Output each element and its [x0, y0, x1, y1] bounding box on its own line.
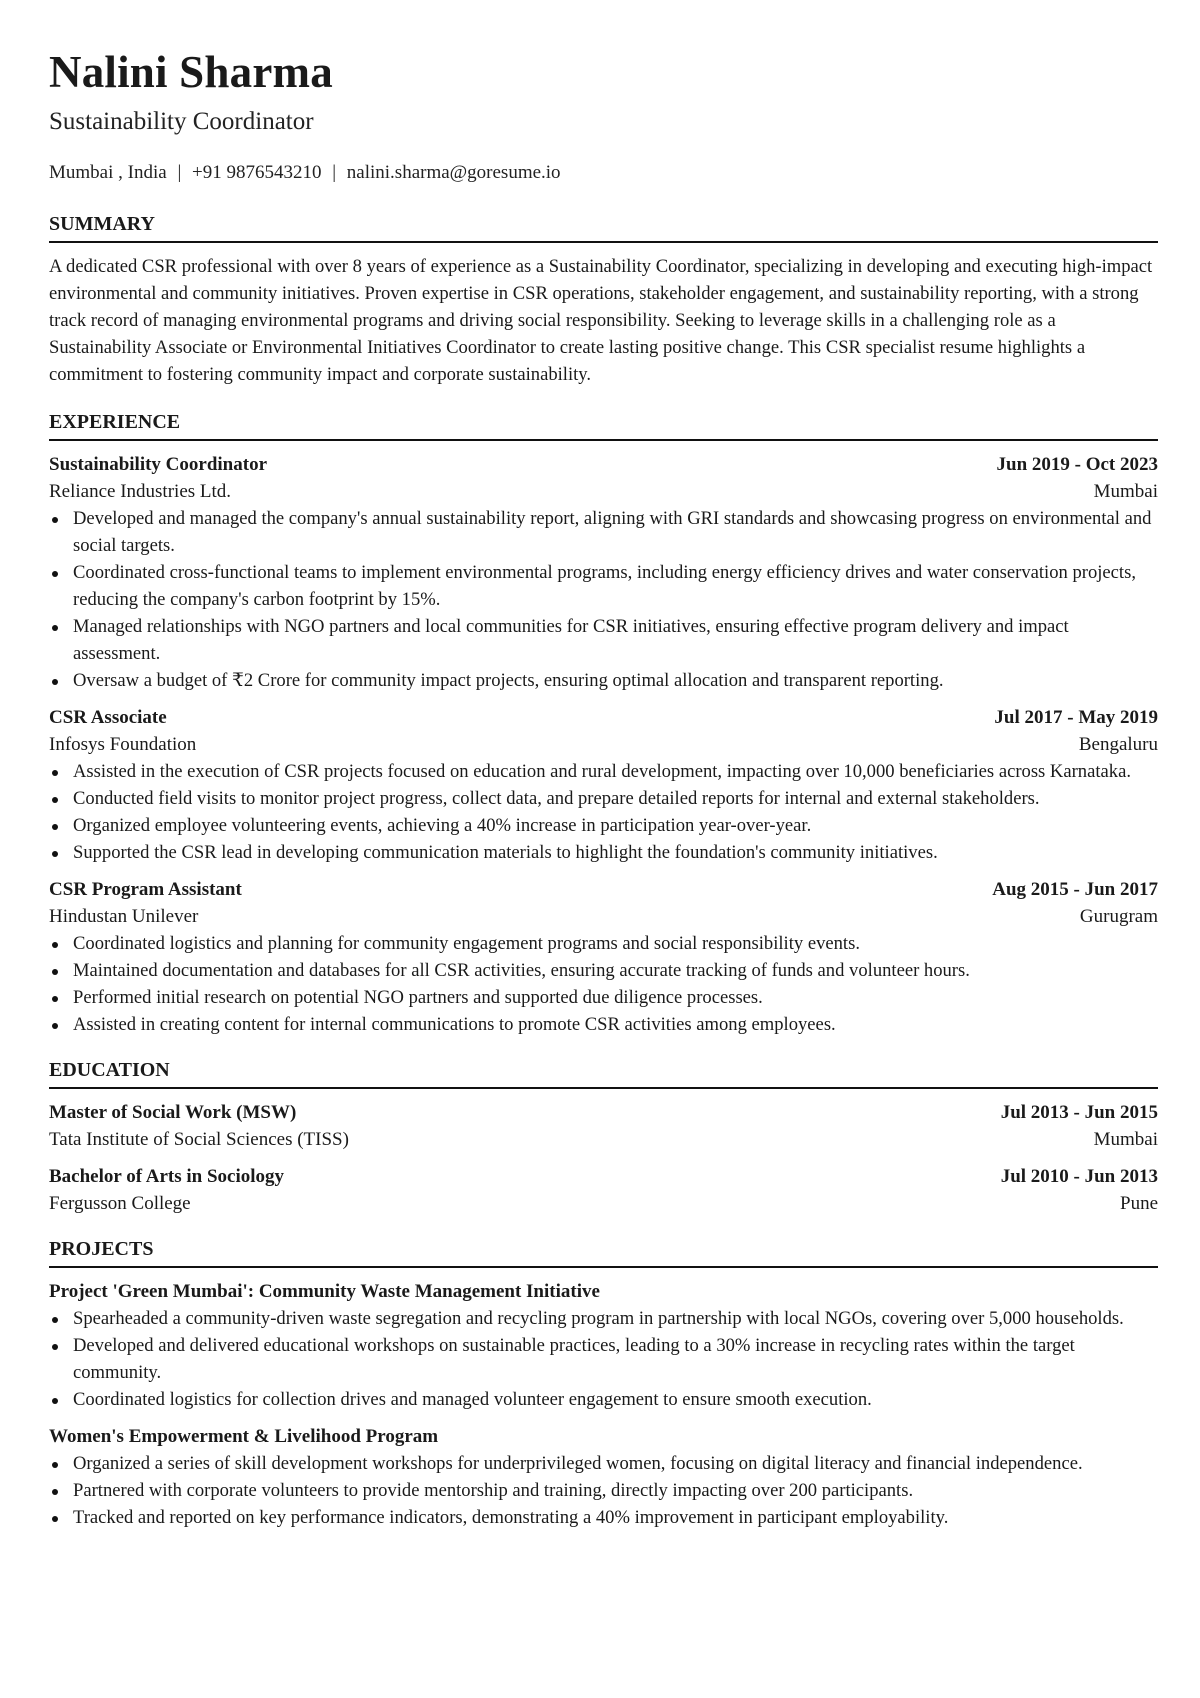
- experience-header-row: [49, 451, 1158, 478]
- job-location: Gurugram: [1079, 906, 1158, 927]
- school-location: Mumbai: [1093, 1129, 1158, 1150]
- job-dates: Aug 2015 - Jun 2017: [992, 879, 1158, 900]
- bullet-item: Managed relationships with NGO partners and local communities for CSR initiatives, ensuring effective program delivery and impact assessment.: [49, 613, 1158, 667]
- experience-header-row: [49, 704, 1158, 731]
- bullet-item: Tracked and reported on key performance indicators, demonstrating a 40% improvement in participant employability.: [49, 1504, 1158, 1531]
- bullet-list: [49, 758, 1158, 866]
- bullet-item: Conducted field visits to monitor project progress, collect data, and prepare detailed reports for internal and external stakeholders.: [49, 785, 1158, 812]
- project-title: Project 'Green Mumbai': Community Waste Management Initiative: [49, 1281, 600, 1302]
- bullet-item: Spearheaded a community-driven waste segregation and recycling program in partnership with local NGOs, covering over 5,000 households.: [49, 1305, 1158, 1332]
- bullet-item: Coordinated cross-functional teams to implement environmental programs, including energy efficiency drives and water conservation projects, reducing the company's carbon footprint by 15%.: [49, 559, 1158, 613]
- experience-list: [49, 451, 1158, 1038]
- contact-location: Mumbai , India: [49, 162, 167, 183]
- company-name: Reliance Industries Ltd.: [49, 481, 232, 502]
- section-heading: PROJECTS: [49, 1235, 1158, 1268]
- school-location: Pune: [1120, 1193, 1158, 1214]
- company-name: Hindustan Unilever: [49, 906, 199, 927]
- bullet-item: Developed and delivered educational workshops on sustainable practices, leading to a 30% increase in recycling rates within the target community.: [49, 1332, 1158, 1386]
- job-role: CSR Associate: [49, 707, 167, 728]
- contact-email[interactable]: nalini.sharma@goresume.io: [346, 162, 561, 183]
- bullet-list: [49, 930, 1158, 1038]
- degree-name: Master of Social Work (MSW): [49, 1102, 297, 1123]
- bullet-item: Organized employee volunteering events, achieving a 40% increase in participation year-over-year.: [49, 812, 1158, 839]
- contact-separator: |: [332, 162, 337, 183]
- education-entry: [49, 1163, 1158, 1217]
- degree-name: Bachelor of Arts in Sociology: [49, 1166, 285, 1187]
- job-dates: Jul 2017 - May 2019: [994, 707, 1158, 728]
- education-dates: Jul 2013 - Jun 2015: [1000, 1102, 1158, 1123]
- candidate-name: Nalini Sharma: [49, 47, 333, 97]
- resume-page: [49, 44, 1158, 1541]
- experience-entry: [49, 451, 1158, 694]
- bullet-item: Coordinated logistics and planning for community engagement programs and social responsibility events.: [49, 930, 1158, 957]
- summary-text: A dedicated CSR professional with over 8 years of experience as a Sustainability Coordinator, specializing in developing and executing high-impact environmental and community initiatives. Proven expertise in CSR operations, stakeholder engagement, and sustainability reporting, with a strong track record of managing environmental programs and driving social responsibility. Seeking to leverage skills in a challenging role as a Sustainability Associate or Environmental Initiatives Coordinator to create lasting positive change. This CSR specialist resume highlights a commitment to fostering community impact and corporate sustainability.: [49, 256, 1153, 385]
- project-title: Women's Empowerment & Livelihood Program: [49, 1426, 439, 1447]
- bullet-list: [49, 1305, 1158, 1413]
- section-heading: EDUCATION: [49, 1056, 1158, 1089]
- projects-section: [49, 1235, 1158, 1531]
- candidate-title: Sustainability Coordinator: [49, 108, 314, 135]
- education-list: [49, 1099, 1158, 1217]
- education-entry: [49, 1099, 1158, 1153]
- bullet-item: Supported the CSR lead in developing communication materials to highlight the foundation's community initiatives.: [49, 839, 1158, 866]
- education-school-row: [49, 1126, 1158, 1153]
- contact-phone: +91 9876543210: [192, 162, 322, 183]
- project-entry: [49, 1278, 1158, 1413]
- bullet-list: [49, 1450, 1158, 1531]
- company-name: Infosys Foundation: [49, 734, 197, 755]
- bullet-list: [49, 505, 1158, 694]
- experience-company-row: [49, 731, 1158, 758]
- experience-company-row: [49, 478, 1158, 505]
- bullet-item: Developed and managed the company's annual sustainability report, aligning with GRI standards and showcasing progress on environmental and social targets.: [49, 505, 1158, 559]
- projects-list: [49, 1278, 1158, 1531]
- experience-header-row: [49, 876, 1158, 903]
- education-header-row: [49, 1099, 1158, 1126]
- bullet-item: Organized a series of skill development workshops for underprivileged women, focusing on digital literacy and financial independence.: [49, 1450, 1158, 1477]
- bullet-item: Partnered with corporate volunteers to provide mentorship and training, directly impacting over 200 participants.: [49, 1477, 1158, 1504]
- job-role: Sustainability Coordinator: [49, 454, 268, 475]
- section-heading: SUMMARY: [49, 210, 1158, 243]
- job-location: Bengaluru: [1078, 734, 1158, 755]
- education-section: [49, 1056, 1158, 1217]
- experience-entry: [49, 704, 1158, 866]
- project-entry: [49, 1423, 1158, 1531]
- contact-separator: |: [177, 162, 182, 183]
- section-heading: EXPERIENCE: [49, 408, 1158, 441]
- education-school-row: [49, 1190, 1158, 1217]
- school-name: Tata Institute of Social Sciences (TISS): [49, 1129, 349, 1150]
- bullet-item: Coordinated logistics for collection drives and managed volunteer engagement to ensure smooth execution.: [49, 1386, 1158, 1413]
- job-location: Mumbai: [1093, 481, 1158, 502]
- bullet-item: Assisted in the execution of CSR projects focused on education and rural development, impacting over 10,000 beneficiaries across Karnataka.: [49, 758, 1158, 785]
- bullet-item: Oversaw a budget of ₹2 Crore for community impact projects, ensuring optimal allocation and transparent reporting.: [49, 667, 1158, 694]
- experience-company-row: [49, 903, 1158, 930]
- job-dates: Jun 2019 - Oct 2023: [996, 454, 1158, 475]
- education-dates: Jul 2010 - Jun 2013: [1000, 1166, 1158, 1187]
- experience-entry: [49, 876, 1158, 1038]
- contact-line: [49, 160, 1158, 186]
- job-role: CSR Program Assistant: [49, 879, 242, 900]
- bullet-item: Assisted in creating content for internal communications to promote CSR activities among employees.: [49, 1011, 1158, 1038]
- bullet-item: Maintained documentation and databases for all CSR activities, ensuring accurate tracking of funds and volunteer hours.: [49, 957, 1158, 984]
- summary-section: [49, 210, 1158, 388]
- experience-section: [49, 408, 1158, 1038]
- school-name: Fergusson College: [49, 1193, 191, 1214]
- bullet-item: Performed initial research on potential NGO partners and supported due diligence processes.: [49, 984, 1158, 1011]
- education-header-row: [49, 1163, 1158, 1190]
